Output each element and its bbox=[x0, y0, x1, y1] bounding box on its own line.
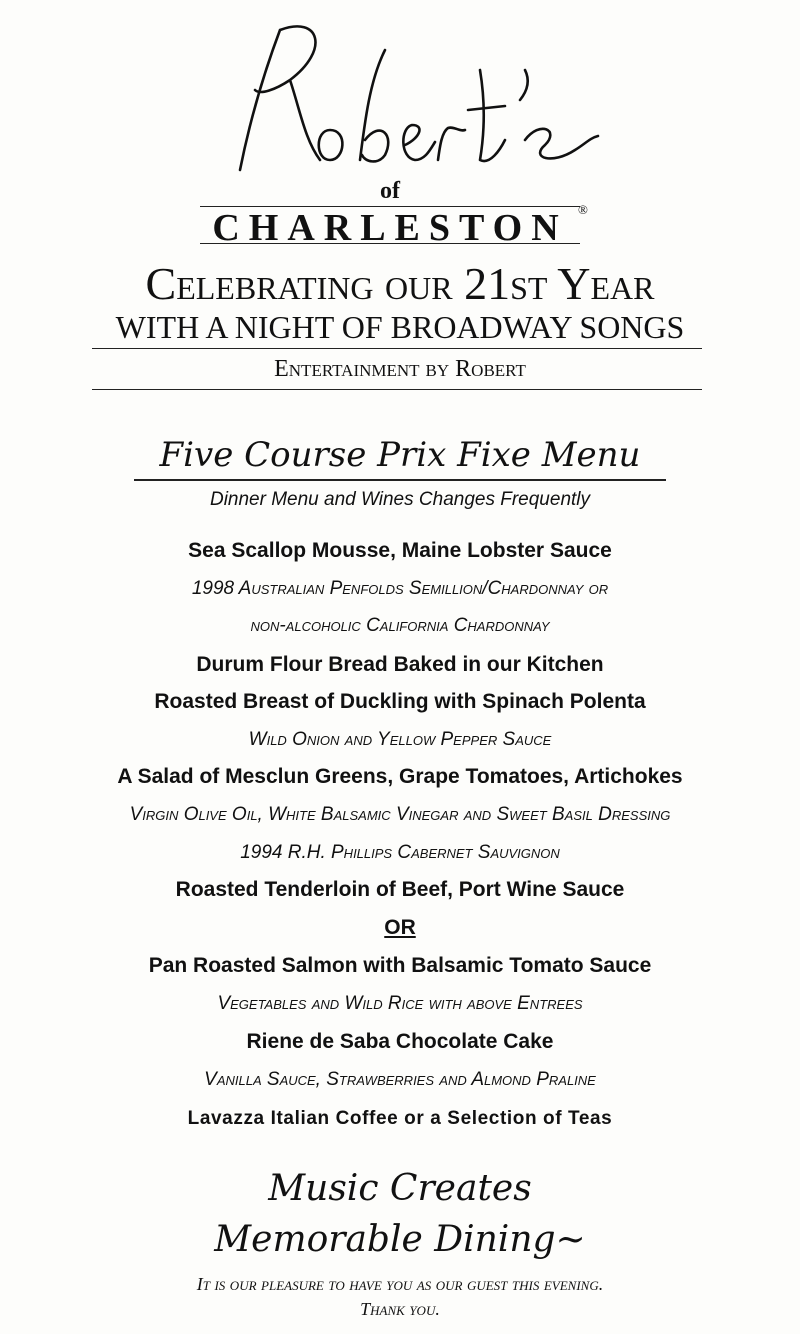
menu-wine-pairing: Vanilla Sauce, Strawberries and Almond Praline bbox=[204, 1069, 596, 1090]
footer-script-line-1: Music Creates bbox=[268, 1168, 532, 1209]
menu-course: Pan Roasted Salmon with Balsamic Tomato Sauce bbox=[148, 954, 652, 977]
restaurant-logo bbox=[180, 10, 600, 260]
menu-title: Five Course Prix Fixe Menu bbox=[159, 435, 641, 475]
logo-city-name: CHARLESTON bbox=[212, 207, 568, 249]
menu-course: Riene de Saba Chocolate Cake bbox=[246, 1030, 554, 1053]
footer-thanks-line: Thank you. bbox=[360, 1299, 440, 1319]
footer-pleasure-line: It is our pleasure to have you as our guest this evening. bbox=[196, 1274, 604, 1294]
broadway-subheading: WITH A NIGHT OF BROADWAY SONGS bbox=[115, 309, 685, 345]
header-divider-2 bbox=[92, 389, 702, 390]
menu-course: Sea Scallop Mousse, Maine Lobster Sauce bbox=[188, 539, 612, 562]
menu-course: Roasted Tenderloin of Beef, Port Wine Sauce bbox=[175, 878, 625, 901]
logo-rule-top bbox=[200, 206, 580, 207]
registered-mark: ® bbox=[578, 202, 588, 217]
menu-or-divider: OR bbox=[384, 916, 416, 939]
menu-course: Roasted Breast of Duckling with Spinach Polenta bbox=[154, 690, 646, 713]
menu-course: A Salad of Mesclun Greens, Grape Tomatoes, Artichokes bbox=[117, 765, 683, 788]
menu-subtitle: Dinner Menu and Wines Changes Frequently bbox=[209, 489, 591, 510]
menu-wine-pairing: Virgin Olive Oil, White Balsamic Vinegar and Sweet Basil Dressing bbox=[129, 804, 671, 825]
logo-rule-bottom bbox=[200, 243, 580, 244]
header-divider-1 bbox=[92, 348, 702, 349]
menu-wine-pairing: 1994 R.H. Phillips Cabernet Sauvignon bbox=[240, 842, 560, 863]
menu-wine-pairing: Vegetables and Wild Rice with above Entrees bbox=[217, 993, 583, 1014]
footer-script-line-2: Memorable Dining~ bbox=[214, 1219, 586, 1260]
menu-wine-pairing: 1998 Australian Penfolds Semillion/Chardonnay or bbox=[191, 578, 609, 599]
roberts-script-signature bbox=[180, 10, 600, 190]
logo-of-word: of bbox=[380, 178, 400, 204]
menu-wine-pairing: non-alcoholic California Chardonnay bbox=[250, 615, 550, 636]
menu-title-underline bbox=[134, 479, 666, 481]
menu-course: Lavazza Italian Coffee or a Selection of Teas bbox=[187, 1108, 613, 1129]
entertainment-line: Entertainment by Robert bbox=[274, 356, 526, 382]
celebrating-heading: Celebrating our 21st Year bbox=[145, 258, 655, 309]
menu-wine-pairing: Wild Onion and Yellow Pepper Sauce bbox=[248, 729, 552, 750]
menu-course: Durum Flour Bread Baked in our Kitchen bbox=[196, 653, 604, 676]
